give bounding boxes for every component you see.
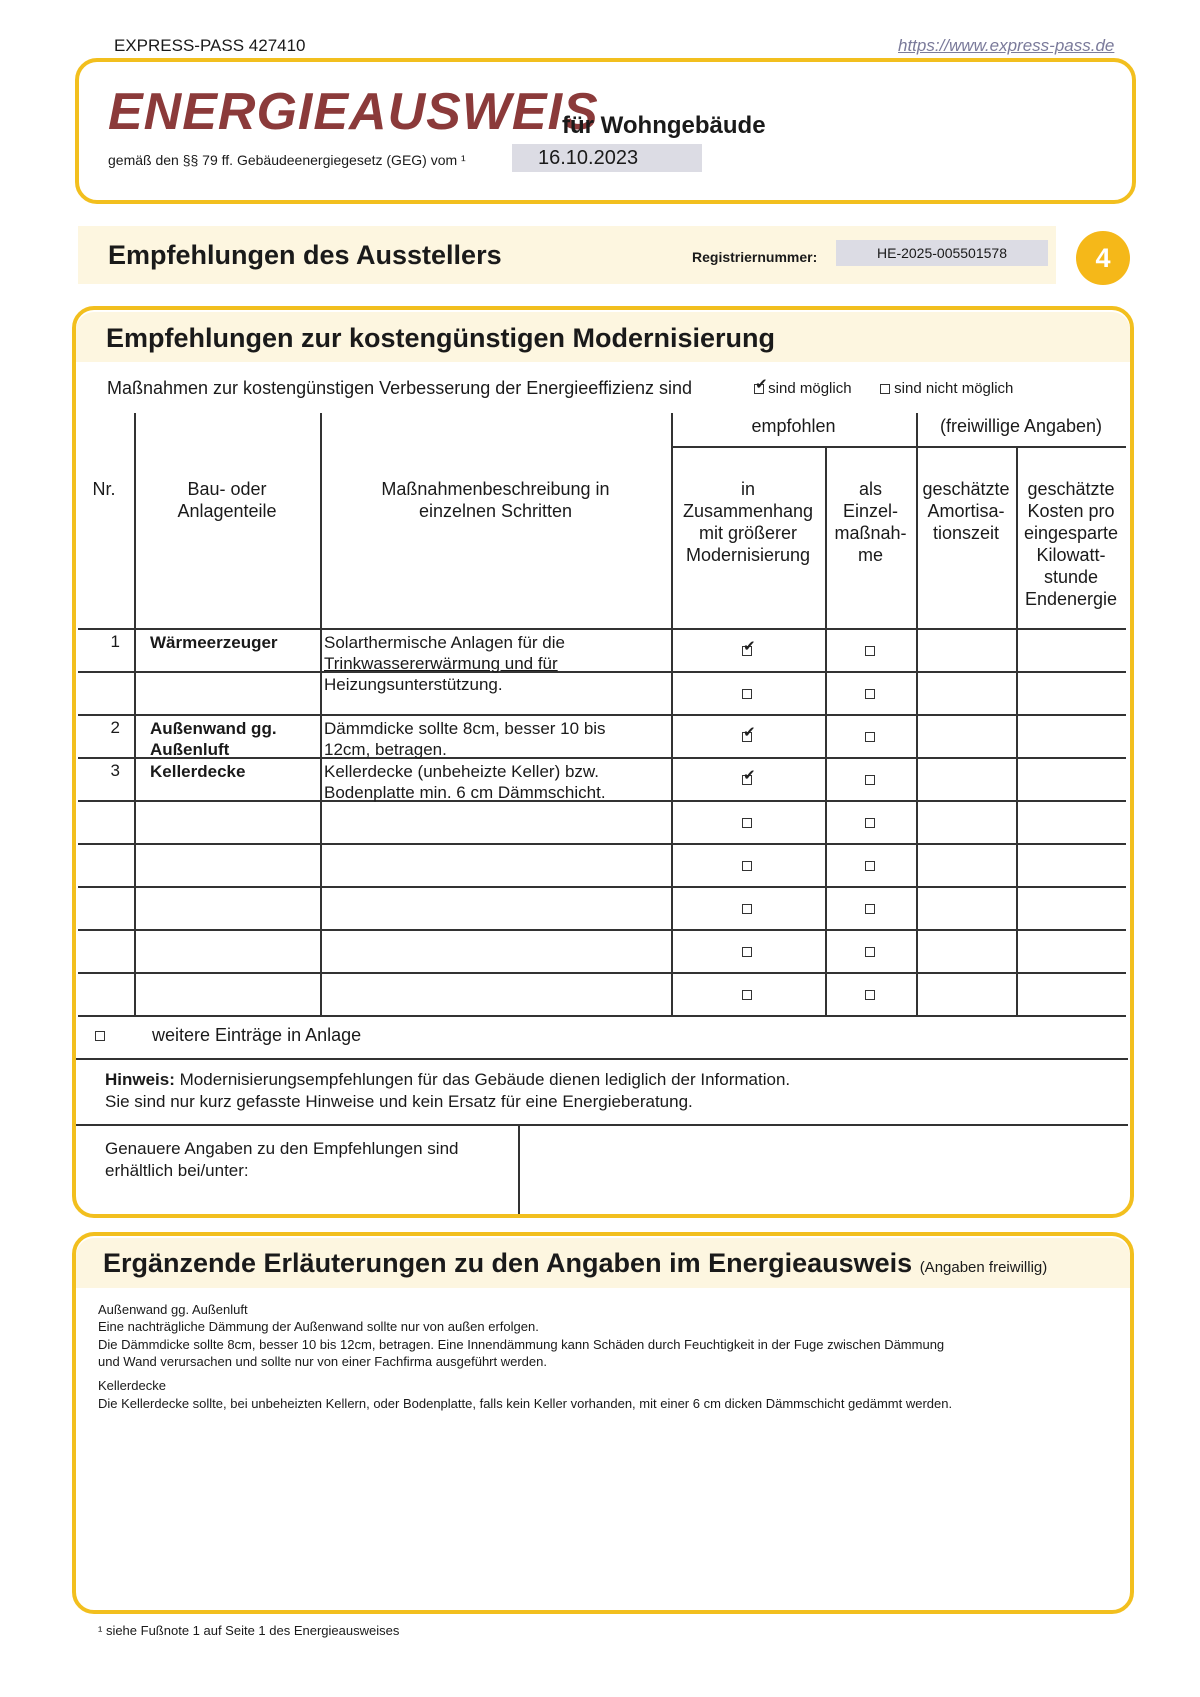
header-combined-line: Modernisierung xyxy=(685,545,811,565)
header-combined-line: mit größerer xyxy=(698,523,797,543)
document-title: ENERGIEAUSWEIS xyxy=(108,83,599,141)
header-cost-line: Kilowatt- xyxy=(1036,545,1106,565)
header-combined-line: in xyxy=(740,479,755,499)
grid-line xyxy=(518,1124,520,1214)
header-desc-line: einzelnen Schritten xyxy=(418,501,573,521)
combined-checkbox[interactable] xyxy=(742,646,752,656)
header-payback-line: geschätzte xyxy=(922,479,1010,499)
hint-line: Modernisierungsempfehlungen für das Gebäude dienen lediglich der Information. xyxy=(174,1070,791,1089)
header-optional: (freiwillige Angaben) xyxy=(939,416,1103,436)
grid-line xyxy=(76,1124,1128,1126)
option-not-possible-label: sind nicht möglich xyxy=(894,380,1014,397)
more-entries-label: weitere Einträge in Anlage xyxy=(152,1025,362,1045)
row-part: Wärmeerzeuger xyxy=(150,633,278,652)
explanation-line: Die Dämmdicke sollte 8cm, besser 10 bis 12cm, betragen. Eine Innendämmung kann Schäden durch Feuchtigkeit in der Fuge zwischen Dämmung xyxy=(98,1337,945,1352)
row-separator xyxy=(78,843,1126,845)
grid-line xyxy=(78,628,1126,630)
row-part: Außenluft xyxy=(150,740,230,759)
combined-checkbox[interactable] xyxy=(742,818,752,828)
single-checkbox[interactable] xyxy=(865,818,875,828)
row-separator xyxy=(78,757,1126,759)
row-description: Kellerdecke (unbeheizte Keller) bzw. xyxy=(324,762,599,781)
explanation-line: Kellerdecke xyxy=(98,1378,166,1393)
row-number: 3 xyxy=(110,761,120,780)
combined-checkbox[interactable] xyxy=(742,904,752,914)
header-desc-line: Maßnahmenbeschreibung in xyxy=(381,479,610,499)
contact-label: Genauere Angaben zu den Empfehlungen sind xyxy=(105,1139,459,1158)
header-single-line: me xyxy=(857,545,883,565)
row-separator xyxy=(78,929,1126,931)
row-description: Dämmdicke sollte 8cm, besser 10 bis xyxy=(324,719,606,738)
explanation-line: Die Kellerdecke sollte, bei unbeheizten Kellern, oder Bodenplatte, falls kein Keller vorhanden, mit einer 6 cm dicken Dämmschicht gedämmt werden. xyxy=(98,1396,953,1411)
hint-line: Sie sind nur kurz gefasste Hinweise und kein Ersatz für eine Energieberatung. xyxy=(105,1092,693,1111)
law-date: 16.10.2023 xyxy=(512,144,702,172)
combined-checkbox[interactable] xyxy=(742,947,752,957)
website-link[interactable]: https://www.express-pass.de xyxy=(898,36,1115,55)
header-empfohlen: empfohlen xyxy=(751,416,836,436)
header-cost xyxy=(1016,478,1126,610)
header-payback-line: Amortisa- xyxy=(927,501,1005,521)
document-id: EXPRESS-PASS 427410 xyxy=(114,36,306,55)
header-cost-line: stunde xyxy=(1043,567,1099,587)
header-payback xyxy=(916,478,1016,544)
grid-line xyxy=(671,446,1126,448)
document-subtitle: für Wohngebäude xyxy=(562,112,766,139)
header-part-line: Anlagenteile xyxy=(177,501,277,521)
single-checkbox[interactable] xyxy=(865,947,875,957)
header-single xyxy=(825,478,916,566)
row-description: Solarthermische Anlagen für die xyxy=(324,633,565,652)
explanation-line: Außenwand gg. Außenluft xyxy=(98,1302,248,1317)
explanations-title-text: Ergänzende Erläuterungen zu den Angaben im Energieausweis xyxy=(103,1248,913,1278)
checkbox-possible[interactable] xyxy=(754,384,764,394)
checkbox-not-possible[interactable] xyxy=(880,384,890,394)
registration-label: Registriernummer: xyxy=(692,249,818,265)
option-not-possible[interactable] xyxy=(880,380,1013,397)
header-payback-line: tionszeit xyxy=(932,523,1000,543)
single-checkbox[interactable] xyxy=(865,689,875,699)
row-number: 2 xyxy=(110,718,120,737)
registration-number: HE-2025-005501578 xyxy=(836,240,1048,266)
page-number-badge: 4 xyxy=(1076,231,1130,285)
option-possible-label: sind möglich xyxy=(768,380,852,397)
footnote: ¹ siehe Fußnote 1 auf Seite 1 des Energieausweises xyxy=(98,1623,400,1638)
header-description xyxy=(320,478,671,522)
contact-label: erhältlich bei/unter: xyxy=(105,1161,249,1180)
combined-checkbox[interactable] xyxy=(742,775,752,785)
single-checkbox[interactable] xyxy=(865,861,875,871)
row-description: Trinkwassererwärmung und für xyxy=(324,654,558,673)
grid-line xyxy=(76,1058,1128,1060)
row-separator xyxy=(78,671,1126,673)
row-separator xyxy=(78,714,1126,716)
row-separator xyxy=(78,886,1126,888)
header-nr: Nr. xyxy=(92,479,116,499)
single-checkbox[interactable] xyxy=(865,990,875,1000)
header-single-line: Einzel- xyxy=(842,501,899,521)
legal-reference: gemäß den §§ 79 ff. Gebäudeenergiegesetz (GEG) vom ¹ xyxy=(108,152,466,168)
header-combined-line: Zusammenhang xyxy=(682,501,814,521)
row-description: Heizungsunterstützung. xyxy=(324,675,503,694)
explanation-line: und Wand verursachen und sollte nur von einer Fachfirma ausgeführt werden. xyxy=(98,1354,547,1369)
header-combined xyxy=(671,478,825,566)
section-title: Empfehlungen des Ausstellers xyxy=(108,240,502,270)
combined-checkbox[interactable] xyxy=(742,861,752,871)
header-single-line: als xyxy=(858,479,882,499)
hint-text xyxy=(105,1069,790,1091)
option-possible[interactable] xyxy=(754,380,852,397)
explanations-title-note: (Angaben freiwillig) xyxy=(919,1259,1048,1276)
header-cost-line: eingesparte xyxy=(1023,523,1119,543)
row-separator xyxy=(78,1015,1126,1017)
single-checkbox[interactable] xyxy=(865,904,875,914)
hint-label: Hinweis: xyxy=(105,1070,175,1089)
row-description: Bodenplatte min. 6 cm Dämmschicht. xyxy=(324,783,606,802)
modernisation-title: Empfehlungen zur kostengünstigen Modernisierung xyxy=(106,323,776,353)
single-checkbox[interactable] xyxy=(865,732,875,742)
header-cost-line: Endenergie xyxy=(1024,589,1118,609)
combined-checkbox[interactable] xyxy=(742,689,752,699)
single-checkbox[interactable] xyxy=(865,646,875,656)
header-cost-line: geschätzte xyxy=(1027,479,1115,499)
header-part-line: Bau- oder xyxy=(187,479,267,499)
row-part: Außenwand gg. xyxy=(150,719,277,738)
explanation-line: Eine nachträgliche Dämmung der Außenwand sollte nur von außen erfolgen. xyxy=(98,1319,539,1334)
header-part xyxy=(134,478,320,522)
explanations-title xyxy=(103,1248,1047,1279)
single-checkbox[interactable] xyxy=(865,775,875,785)
measures-intro: Maßnahmen zur kostengünstigen Verbesserung der Energieeffizienz sind xyxy=(107,378,693,398)
row-part: Kellerdecke xyxy=(150,762,246,781)
combined-checkbox[interactable] xyxy=(742,990,752,1000)
header-cost-line: Kosten pro xyxy=(1027,501,1115,521)
explanations-frame xyxy=(72,1232,1134,1614)
row-number: 1 xyxy=(110,632,120,651)
row-description: 12cm, betragen. xyxy=(324,740,447,759)
row-separator xyxy=(78,972,1126,974)
more-entries-checkbox[interactable] xyxy=(95,1027,105,1045)
header-single-line: maßnah- xyxy=(834,523,907,543)
combined-checkbox[interactable] xyxy=(742,732,752,742)
